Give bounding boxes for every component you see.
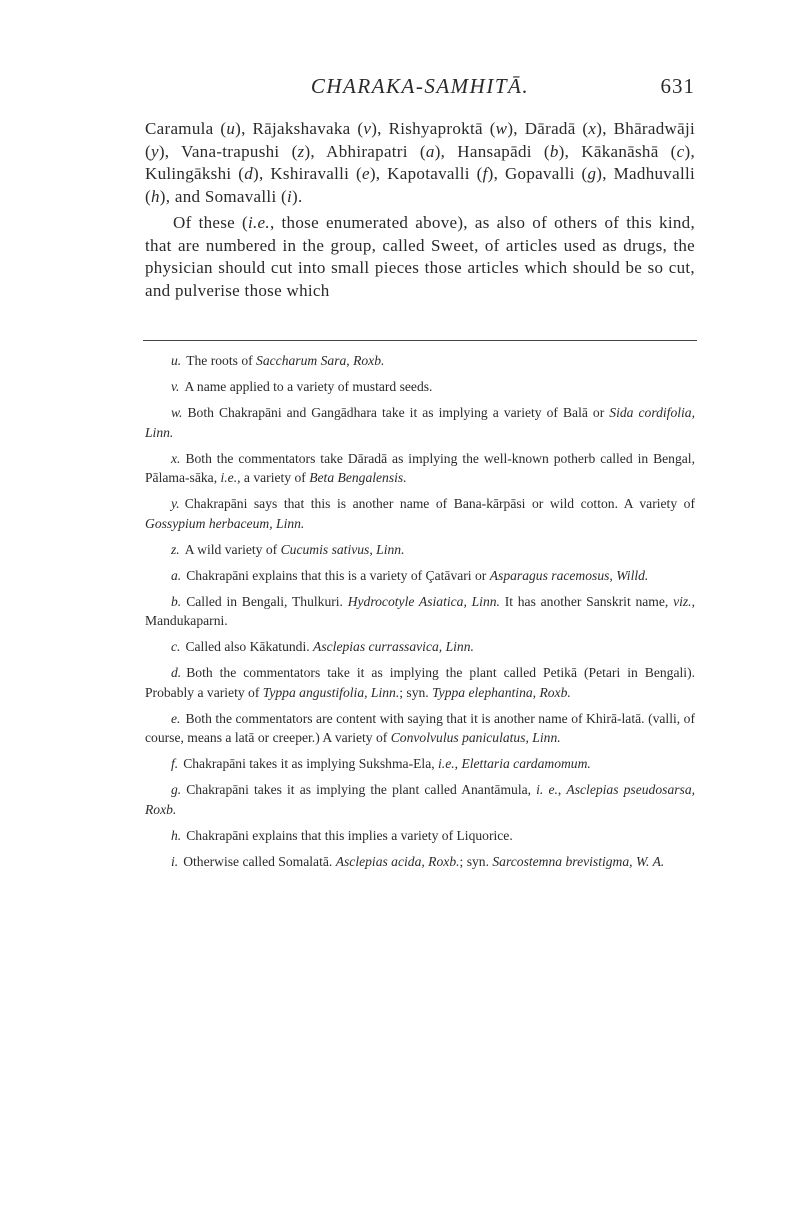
text-run: Called also Kākatundi.: [185, 639, 314, 654]
italic-text-run: Cucumis sativus, Linn.: [280, 541, 405, 557]
footnote-marker: y.: [171, 496, 180, 511]
italic-text-run: Typpa elephantina, Roxb.: [432, 684, 571, 700]
running-head: [145, 72, 695, 102]
footnote: [145, 637, 695, 657]
text-run: Otherwise called Somalatā.: [183, 853, 336, 869]
footnote-divider: [143, 340, 697, 341]
footnote: [145, 403, 695, 442]
body-paragraph-1: [145, 118, 695, 208]
italic-text-run: d: [244, 164, 254, 183]
text-run: ), Kshiravalli (: [253, 164, 362, 183]
text-run: Both the commentators take it as implying the plant called Petikā (Petari in Bengali). Probably a variety of: [145, 665, 695, 700]
italic-text-run: h: [150, 186, 160, 206]
italic-text-run: Asparagus racemosus, Willd.: [489, 567, 649, 583]
italic-text-run: i.e.: [220, 470, 238, 485]
body-paragraph-2: [145, 212, 695, 302]
text-run: ), Hansapādi (: [434, 141, 550, 161]
footnote-marker: f.: [171, 756, 179, 771]
italic-text-run: Hydrocotyle Asiatica, Linn.: [347, 593, 500, 609]
text-run: Both the commentators are content with saying that it is another name of Khirā-latā. (valli, of course, means a latā or creeper.) A variety of: [145, 710, 695, 745]
text-run: Chakrapāni explains that this is a variety of Çatāvari or: [186, 567, 490, 583]
text-run: Chakrapāni takes it as implying the plant called Anantāmula,: [186, 782, 537, 797]
italic-text-run: v: [363, 119, 372, 138]
italic-text-run: g: [587, 164, 597, 183]
italic-text-run: x: [588, 119, 597, 138]
text-run: ), Kākanāshā (: [558, 141, 677, 161]
italic-text-run: e: [361, 164, 370, 183]
text-run: Both Chakrapāni and Gangādhara take it as implying a variety of Balā or: [187, 405, 610, 420]
italic-text-run: i.e.: [247, 213, 270, 232]
text-run: ).: [292, 186, 303, 206]
italic-text-run: Asclepias acida, Roxb.: [335, 853, 460, 869]
text-run: ; syn.: [399, 684, 433, 700]
footnote-marker: a.: [171, 567, 182, 583]
italic-text-run: i. e.: [536, 782, 558, 797]
text-run: A name applied to a variety of mustard seeds.: [184, 379, 433, 394]
text-run: Both the commentators take Dāradā as implying the well-known potherb called in Bengal, Pālama-sāka,: [145, 450, 695, 485]
footnote: [145, 494, 695, 533]
text-run: ), Madhuvalli (: [145, 164, 696, 206]
italic-text-run: Asclepias currassavica, Linn.: [313, 639, 474, 654]
italic-text-run: Sida cordifolia, Linn.: [145, 405, 695, 440]
text-run: ), Kulingākshi (: [145, 141, 695, 183]
text-run: , those enumerated above), as also of others of this kind, that are numbered in the group, called Sweet, of articles used as drugs, the physician should cut into small pieces those articles which should be so cut, and pulverise those which: [145, 213, 695, 300]
italic-text-run: Elettaria cardamomum.: [461, 756, 591, 771]
text-run: A wild variety of: [184, 541, 281, 557]
text-run: ), Rishyaproktā (: [371, 119, 496, 138]
italic-text-run: Sarcostemna brevistigma, W. A.: [492, 853, 665, 869]
footnote: [145, 566, 695, 586]
footnote: [145, 377, 695, 397]
footnote: [145, 826, 695, 846]
italic-text-run: Convolvulus paniculatus, Linn.: [390, 730, 561, 745]
text-run: It has another Sanskrit name,: [499, 593, 674, 609]
italic-text-run: y: [150, 141, 159, 161]
running-title: CHARAKA-SAMHITĀ.: [310, 74, 530, 98]
text-run: Chakrapāni takes it as implying Sukshma-Ela,: [183, 756, 439, 771]
footnote: [145, 852, 695, 872]
footnote-marker: u.: [171, 353, 182, 368]
italic-text-run: viz.: [673, 593, 692, 609]
footnote-marker: d.: [171, 665, 182, 680]
text-run: ), Gopavalli (: [487, 164, 588, 183]
italic-text-run: i.e.: [438, 756, 455, 771]
text-run: Called in Bengali, Thulkuri.: [186, 593, 348, 609]
footnotes: [145, 351, 695, 878]
italic-text-run: c: [676, 141, 685, 161]
body-text: [145, 118, 695, 302]
italic-text-run: f: [482, 164, 488, 183]
footnote: [145, 709, 695, 748]
italic-text-run: Typpa angustifolia, Linn.: [262, 684, 400, 700]
italic-text-run: i: [287, 186, 293, 206]
italic-text-run: Asclepias pseudosarsa, Roxb.: [145, 782, 696, 817]
text-run: The roots of: [186, 353, 257, 368]
footnote-marker: z.: [171, 541, 180, 557]
italic-text-run: Gossypium herbaceum, Linn.: [145, 515, 305, 531]
footnote-marker: x.: [171, 450, 181, 466]
text-run: ), Rājakshavaka (: [235, 119, 364, 138]
text-run: Chakrapāni says that this is another name of Bana-kārpāsi or wild cotton. A variety of: [184, 496, 695, 511]
text-run: ), and Somavalli (: [159, 186, 287, 206]
footnote-marker: b.: [171, 593, 182, 609]
footnote: [145, 780, 695, 819]
text-run: ), Abhirapatri (: [304, 141, 426, 161]
footnote: [145, 449, 695, 488]
italic-text-run: z: [297, 141, 305, 161]
footnote-marker: v.: [171, 379, 180, 394]
footnote: [145, 592, 695, 631]
footnote-marker: w.: [171, 405, 183, 420]
text-run: ), Dāradā (: [507, 119, 589, 138]
italic-text-run: a: [425, 141, 435, 161]
text-run: ; syn.: [459, 853, 493, 869]
italic-text-run: Saccharum Sara, Roxb.: [256, 353, 385, 368]
footnote-marker: e.: [171, 710, 181, 726]
text-run: Chakrapāni explains that this implies a variety of Liquorice.: [186, 827, 513, 843]
footnote: [145, 540, 695, 560]
text-run: , Mandukaparni.: [145, 593, 695, 628]
italic-text-run: u: [226, 119, 236, 138]
footnote: [145, 351, 695, 371]
footnote-marker: h.: [171, 827, 182, 843]
text-run: ), Vana-trapushi (: [158, 141, 298, 161]
page-number: 631: [660, 74, 695, 98]
italic-text-run: w: [495, 119, 508, 138]
footnote: [145, 663, 695, 702]
footnote-marker: c.: [171, 639, 181, 654]
text-run: ,: [557, 782, 567, 797]
text-run: ,: [454, 756, 462, 771]
footnote: [145, 754, 695, 774]
footnote-marker: g.: [171, 782, 182, 797]
italic-text-run: b: [549, 141, 559, 161]
text-run: ), Kapotavalli (: [369, 164, 483, 183]
text-run: Of these (: [173, 213, 248, 232]
text-run: , a variety of: [237, 470, 310, 485]
text-run: ), Bhāradwāji (: [145, 119, 696, 161]
text-run: Caramula (: [145, 119, 227, 138]
footnote-marker: i.: [171, 853, 179, 869]
italic-text-run: Beta Bengalensis.: [309, 470, 407, 485]
